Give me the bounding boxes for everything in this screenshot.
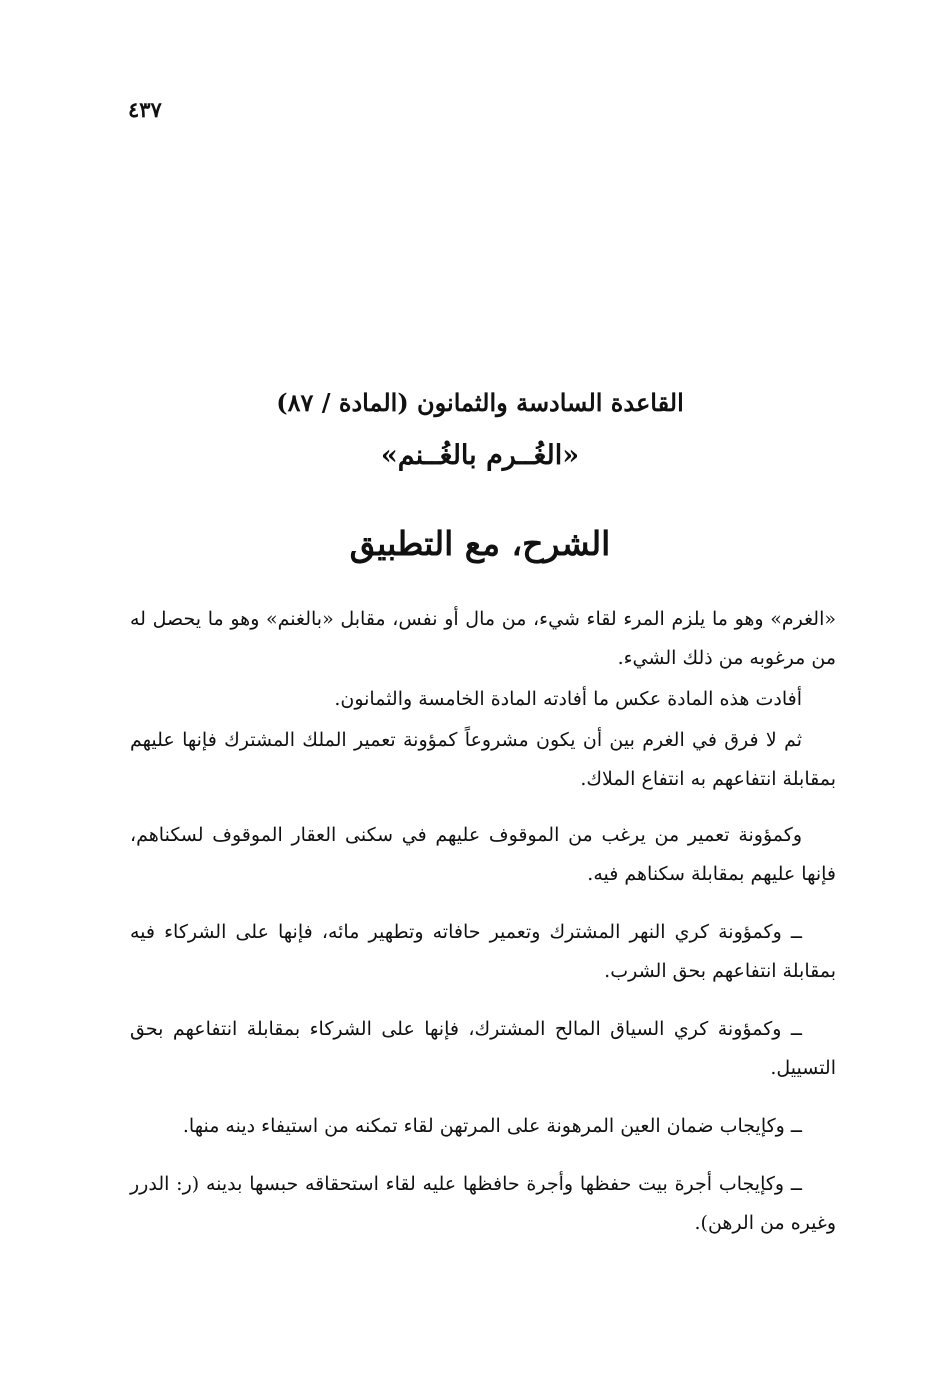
paragraph-lawful-cost: ثم لا فرق في الغرم بين أن يكون مشروعاً كمؤونة تعمير الملك المشترك فإنها عليهم بمقابلة انتفاعهم به انتفاع الملاك. bbox=[130, 729, 836, 790]
paragraph-definition: «الغرم» وهو ما يلزم المرء لقاء شيء، من مال أو نفس، مقابل «بالغنم» وهو ما يحصل له من مرغوبه من ذلك الشيء. bbox=[130, 608, 836, 669]
paragraph-endowment: وكمؤونة تعمير من يرغب من الموقوف عليهم في سكنى العقار الموقوف لسكناهم، فإنها عليهم بمقابلة سكناهم فيه. bbox=[130, 824, 836, 885]
paragraph-pledge-storage: ــ وكإيجاب أجرة بيت حفظها وأجرة حافظها عليه لقاء استحقاقه حبسها بدينه (ر: الدرر وغيره من الرهن). bbox=[130, 1173, 836, 1234]
paragraph-summary: أفادت هذه المادة عكس ما أفادته المادة الخامسة والثمانون. bbox=[334, 688, 802, 710]
section-title: الشرح، مع التطبيق bbox=[349, 524, 611, 563]
paragraph-river: ــ وكمؤونة كري النهر المشترك وتعمير حافاته وتطهير مائه، فإنها على الشركاء فيه بمقابلة انتفاعهم بحق الشرب. bbox=[130, 921, 836, 982]
page-number: ٤٣٧ bbox=[128, 97, 162, 122]
body-text bbox=[130, 600, 836, 1243]
rule-title: القاعدة السادسة والثمانون (المادة / ٨٧) bbox=[276, 388, 684, 417]
paragraph-drainage: ــ وكمؤونة كري السياق المالح المشترك، فإنها على الشركاء بمقابلة انتفاعهم بحق التسييل. bbox=[130, 1018, 836, 1079]
rule-statement: «الغُــرم بالغُــنم» bbox=[380, 440, 580, 471]
paragraph-pledge-guarantee: ــ وكإيجاب ضمان العين المرهونة على المرتهن لقاء تمكنه من استيفاء دينه منها. bbox=[182, 1115, 802, 1137]
